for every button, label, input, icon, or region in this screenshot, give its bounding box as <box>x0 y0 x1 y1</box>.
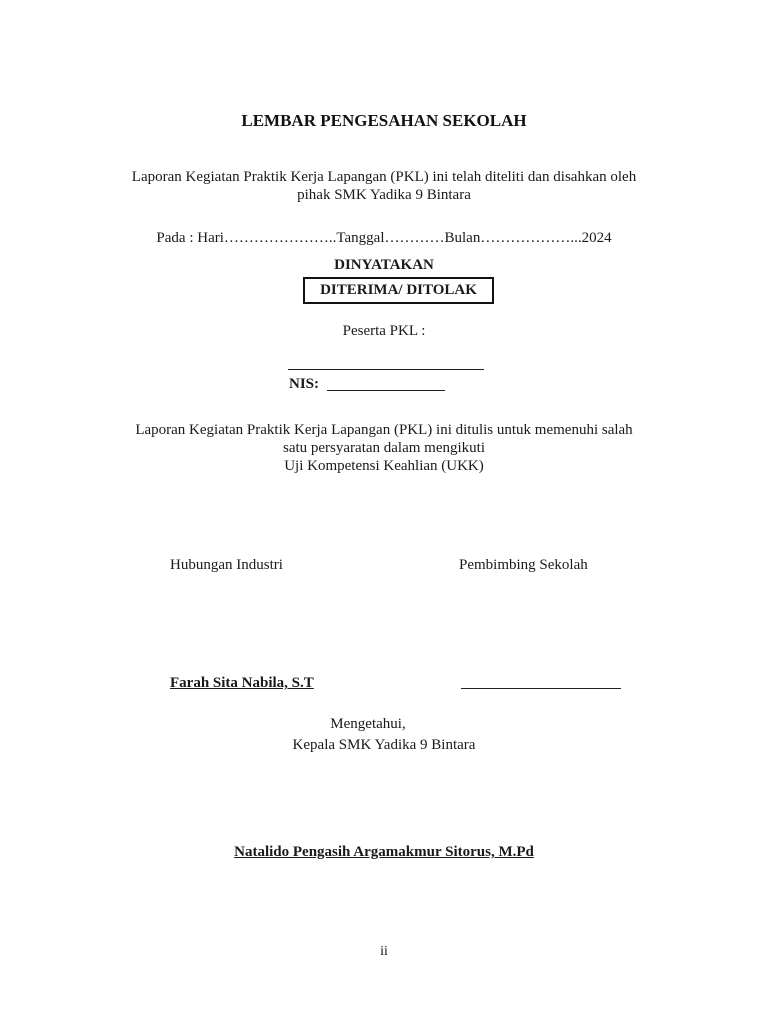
status-box: DITERIMA/ DITOLAK <box>303 277 494 304</box>
principal-role: Kepala SMK Yadika 9 Bintara <box>292 737 476 753</box>
right-signer-role: Pembimbing Sekolah <box>459 557 588 573</box>
declared-label: DINYATAKAN <box>334 257 434 273</box>
purpose-line-2: satu persyaratan dalam mengikuti <box>282 440 486 456</box>
principal-name: Natalido Pengasih Argamakmur Sitorus, M.Pd <box>234 844 534 860</box>
intro-paragraph <box>0 168 768 204</box>
page-title: LEMBAR PENGESAHAN SEKOLAH <box>241 111 527 130</box>
nis-blank-line <box>327 390 445 391</box>
page-number: ii <box>380 944 388 959</box>
intro-line-2: pihak SMK Yadika 9 Bintara <box>297 187 471 203</box>
purpose-paragraph <box>0 421 768 475</box>
participant-label: Peserta PKL : <box>342 323 426 339</box>
purpose-line-3: Uji Kompetensi Keahlian (UKK) <box>284 458 484 474</box>
right-signer-signature-line <box>461 688 621 689</box>
intro-line-1: Laporan Kegiatan Praktik Kerja Lapangan (PKL) ini telah diteliti dan disahkan oleh <box>131 169 637 185</box>
participant-signature-line <box>288 369 484 370</box>
date-line: Pada : Hari…………………..Tanggal…………Bulan………………...2024 <box>156 230 612 246</box>
left-signer-name: Farah Sita Nabila, S.T <box>170 675 314 691</box>
nis-label: NIS: <box>289 376 320 392</box>
acknowledged-label: Mengetahui, <box>330 716 406 732</box>
left-signer-role: Hubungan Industri <box>170 557 283 573</box>
purpose-line-1: Laporan Kegiatan Praktik Kerja Lapangan (PKL) ini ditulis untuk memenuhi salah <box>135 422 633 438</box>
